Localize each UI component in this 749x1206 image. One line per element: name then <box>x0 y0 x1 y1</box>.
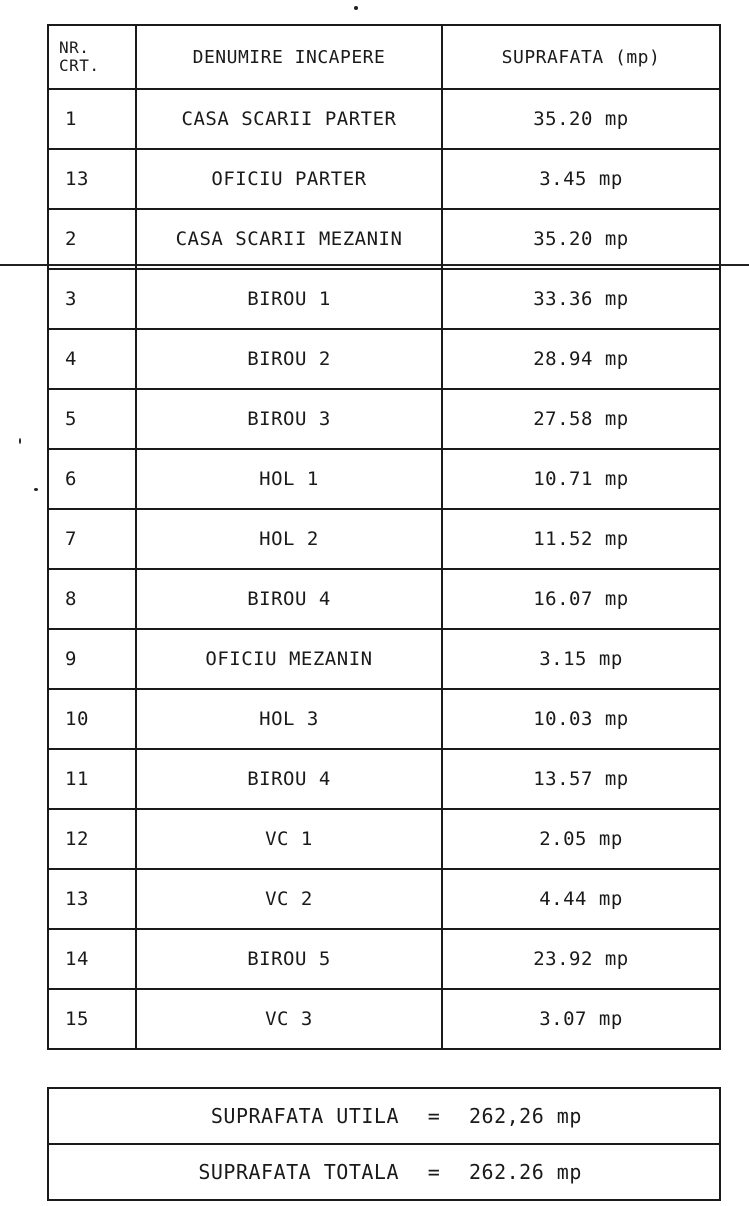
row-room-name: BIROU 2 <box>136 329 442 389</box>
table-row <box>48 449 720 509</box>
row-area: 33.36 mp <box>442 269 720 329</box>
row-area: 27.58 mp <box>442 389 720 449</box>
table-row <box>48 929 720 989</box>
row-area: 23.92 mp <box>442 929 720 989</box>
row-nr: 14 <box>48 929 136 989</box>
row-room-name: BIROU 4 <box>136 749 442 809</box>
table-rows <box>48 89 720 1049</box>
row-area: 13.57 mp <box>442 749 720 809</box>
row-room-name: OFICIU PARTER <box>136 149 442 209</box>
table-row <box>48 689 720 749</box>
row-nr: 13 <box>48 869 136 929</box>
table-row <box>48 269 720 329</box>
table-row <box>48 149 720 209</box>
row-room-name: BIROU 4 <box>136 569 442 629</box>
row-nr: 12 <box>48 809 136 869</box>
totals-cell-util <box>48 1088 720 1144</box>
total-equals: = <box>427 1160 441 1184</box>
header-area: SUPRAFATA (mp) <box>442 25 720 89</box>
row-area: 3.45 mp <box>442 149 720 209</box>
row-nr: 11 <box>48 749 136 809</box>
row-room-name: BIROU 1 <box>136 269 442 329</box>
row-room-name: HOL 3 <box>136 689 442 749</box>
row-nr: 10 <box>48 689 136 749</box>
row-area: 11.52 mp <box>442 509 720 569</box>
row-area: 3.15 mp <box>442 629 720 689</box>
header-nr-line2: CRT. <box>59 56 100 75</box>
total-area-value: 262.26 mp <box>469 1160 582 1184</box>
row-area: 16.07 mp <box>442 569 720 629</box>
table-row <box>48 329 720 389</box>
total-area-label: SUPRAFATA TOTALA <box>198 1160 399 1184</box>
header-nr-line1: NR. <box>59 38 90 57</box>
row-nr: 1 <box>48 89 136 149</box>
rooms-table <box>47 24 721 1050</box>
row-area: 2.05 mp <box>442 809 720 869</box>
header-nr-crt <box>48 25 136 89</box>
row-nr: 13 <box>48 149 136 209</box>
table-row <box>48 749 720 809</box>
table-row <box>48 629 720 689</box>
row-nr: 15 <box>48 989 136 1049</box>
row-nr: 9 <box>48 629 136 689</box>
row-room-name: HOL 1 <box>136 449 442 509</box>
scan-speck <box>354 6 358 10</box>
row-nr: 6 <box>48 449 136 509</box>
util-area-label: SUPRAFATA UTILA <box>210 1104 399 1128</box>
row-room-name: VC 3 <box>136 989 442 1049</box>
table-row <box>48 509 720 569</box>
row-room-name: BIROU 5 <box>136 929 442 989</box>
row-area: 3.07 mp <box>442 989 720 1049</box>
util-equals: = <box>427 1104 441 1128</box>
util-area-value: 262,26 mp <box>469 1104 582 1128</box>
row-nr: 3 <box>48 269 136 329</box>
row-nr: 4 <box>48 329 136 389</box>
row-nr: 7 <box>48 509 136 569</box>
totals-table <box>47 1087 721 1201</box>
row-nr: 2 <box>48 209 136 269</box>
row-room-name: HOL 2 <box>136 509 442 569</box>
scan-speck <box>19 438 21 444</box>
table-row <box>48 209 720 269</box>
table-row <box>48 89 720 149</box>
row-area: 35.20 mp <box>442 89 720 149</box>
row-nr: 8 <box>48 569 136 629</box>
table-row <box>48 569 720 629</box>
row-area: 35.20 mp <box>442 209 720 269</box>
table-row <box>48 989 720 1049</box>
row-room-name: VC 1 <box>136 809 442 869</box>
row-room-name: CASA SCARII MEZANIN <box>136 209 442 269</box>
scan-speck <box>34 488 38 491</box>
totals-cell-total <box>48 1144 720 1200</box>
row-room-name: VC 2 <box>136 869 442 929</box>
row-room-name: CASA SCARII PARTER <box>136 89 442 149</box>
table-row <box>48 389 720 449</box>
table-row <box>48 869 720 929</box>
row-area: 4.44 mp <box>442 869 720 929</box>
row-room-name: OFICIU MEZANIN <box>136 629 442 689</box>
header-room-name: DENUMIRE INCAPERE <box>136 25 442 89</box>
totals-row-total <box>48 1144 720 1200</box>
totals-row-util <box>48 1088 720 1144</box>
row-area: 10.71 mp <box>442 449 720 509</box>
table-header-row <box>48 25 720 89</box>
row-room-name: BIROU 3 <box>136 389 442 449</box>
row-area: 28.94 mp <box>442 329 720 389</box>
row-nr: 5 <box>48 389 136 449</box>
table-row <box>48 809 720 869</box>
row-area: 10.03 mp <box>442 689 720 749</box>
